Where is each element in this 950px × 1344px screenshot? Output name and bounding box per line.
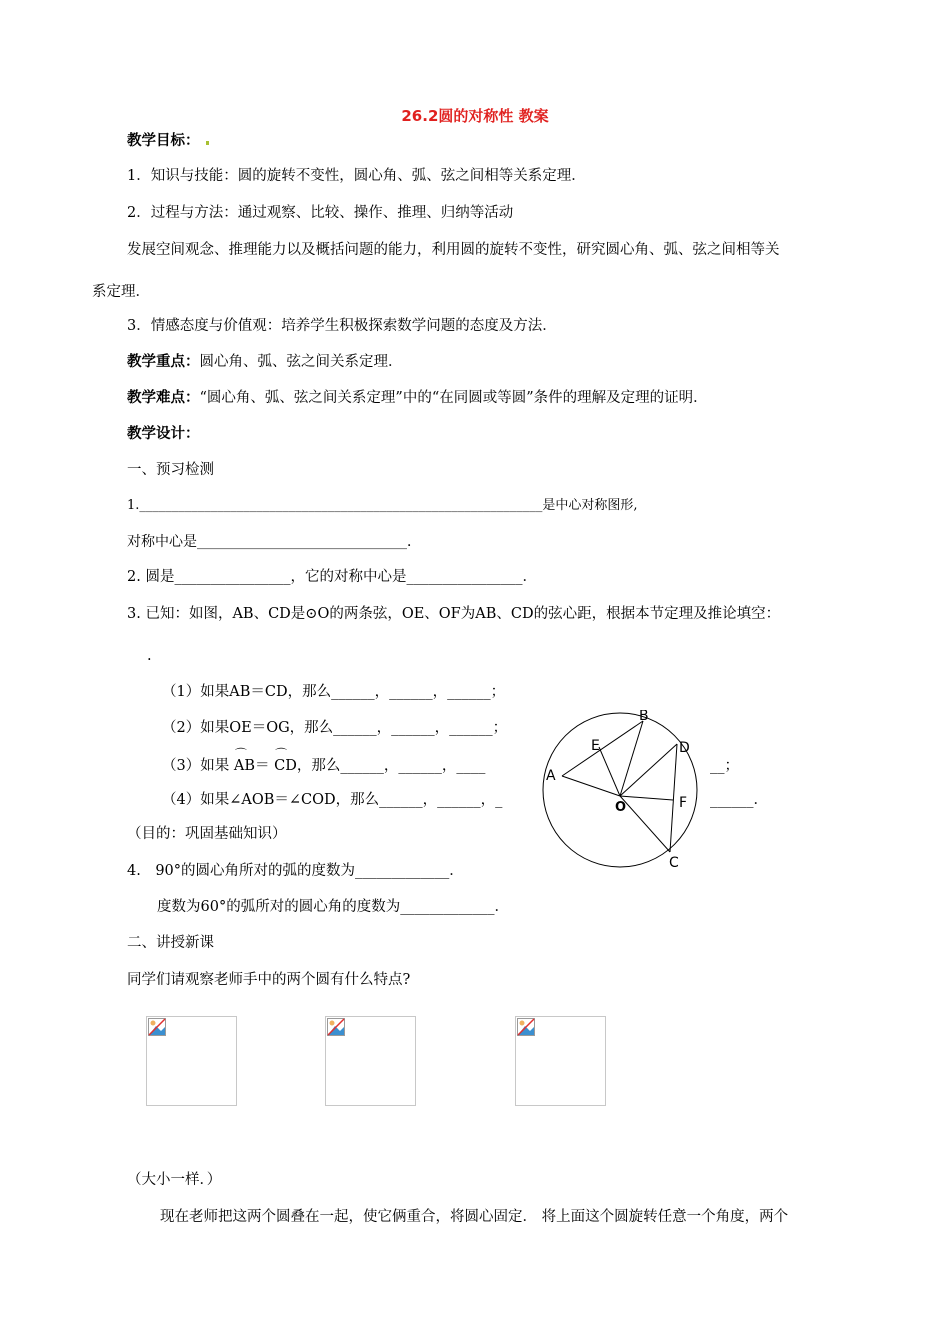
question-1-line-1: 1.______________________________________________________________是中心对称图形, xyxy=(127,498,638,513)
broken-image-icon xyxy=(327,1018,345,1036)
question-3-dot: . xyxy=(147,648,152,664)
marker-dot xyxy=(206,141,209,145)
image-placeholder-3 xyxy=(515,1016,606,1106)
image-placeholder-1 xyxy=(146,1016,237,1106)
label-d: D xyxy=(679,740,690,756)
question-3-1: （1）如果AB＝CD，那么______，______，______； xyxy=(162,684,506,700)
label-o: O xyxy=(615,800,627,815)
answer-same-size: （大小一样．） xyxy=(127,1172,222,1188)
radius-ob xyxy=(620,721,643,796)
image-placeholder-2 xyxy=(325,1016,416,1106)
section-1-heading: 一、预习检测 xyxy=(127,462,214,478)
question-3: 3. 已知：如图，AB、CD是⊙O的两条弦，OE、OF为AB、CD的弦心距，根据本节定理及推论填空： xyxy=(127,606,781,622)
radius-oc xyxy=(620,796,670,852)
difficulty: 教学难点：“圆心角、弧、弦之间关系定理”中的“在同圆或等圆”条件的理解及定理的证明． xyxy=(127,390,708,406)
purpose-note: （目的：巩固基础知识） xyxy=(127,826,287,842)
question-3-4-tail: ______． xyxy=(710,792,768,808)
label-f: F xyxy=(679,795,688,811)
chord-ab xyxy=(562,721,643,776)
objective-1: 1．知识与技能：圆的旋转不变性，圆心角、弧、弦之间相等关系定理． xyxy=(127,168,586,184)
chord-cd xyxy=(670,744,677,852)
radius-oa xyxy=(562,776,620,796)
objective-2-continued-end: 系定理． xyxy=(92,284,150,300)
objective-2-continued: 发展空间观念、推理能力以及概括问题的能力，利用圆的旋转不变性，研究圆心角、弧、弦之间相等关 xyxy=(127,242,780,258)
design-heading: 教学设计： xyxy=(127,426,200,442)
arc-cd-notation: ⌒ CD xyxy=(274,747,297,774)
question-3-4: （4）如果∠AOB＝∠COD，那么______，______，_ xyxy=(162,792,503,808)
arc-ab-notation: ⌒ AB xyxy=(233,747,255,774)
section-2-heading: 二、讲授新课 xyxy=(127,935,214,951)
section-2-paragraph: 现在老师把这两个圆叠在一起，使它俩重合，将圆心固定． 将上面这个圆旋转任意一个角度，两个 xyxy=(160,1209,789,1225)
objectives-heading: 教学目标： xyxy=(127,131,209,151)
question-2: 2. 圆是________________，它的对称中心是________________． xyxy=(127,569,537,585)
question-4-line-2: 度数为60°的弧所对的圆心角的度数为_____________． xyxy=(157,899,509,915)
segment-oe xyxy=(599,747,620,796)
segment-of xyxy=(620,796,673,800)
radius-od xyxy=(620,744,677,796)
broken-image-icon xyxy=(148,1018,166,1036)
section-2-question: 同学们请观察老师手中的两个圆有什么特点? xyxy=(127,972,411,988)
arc-symbol-icon: ⌒ xyxy=(234,747,247,761)
question-1-line-2: 对称中心是______________________________． xyxy=(127,534,421,550)
objective-2: 2．过程与方法：通过观察、比较、操作、推理、归纳等活动 xyxy=(127,205,514,221)
question-3-2: （2）如果OE＝OG，那么______，______，______； xyxy=(162,720,508,736)
objective-3: 3．情感态度与价值观：培养学生积极探索数学问题的态度及方法． xyxy=(127,318,557,334)
circle-figure xyxy=(540,710,700,870)
label-a: A xyxy=(546,768,556,784)
question-4-line-1: 4. 90°的圆心角所对的弧的度数为_____________． xyxy=(127,863,464,879)
arc-symbol-icon: ⌒ xyxy=(275,747,288,761)
question-3-3-tail: __； xyxy=(710,758,739,774)
label-c: C xyxy=(669,855,679,870)
document-title: 26.2圆的对称性 教案 xyxy=(401,107,549,125)
broken-image-icon xyxy=(517,1018,535,1036)
key-point: 教学重点：圆心角、弧、弦之间关系定理． xyxy=(127,354,403,370)
label-b: B xyxy=(639,710,649,724)
question-3-3: （3）如果 ⌒ AB＝ ⌒ CD，那么______，______，____ xyxy=(162,747,486,774)
label-e: E xyxy=(591,738,600,754)
